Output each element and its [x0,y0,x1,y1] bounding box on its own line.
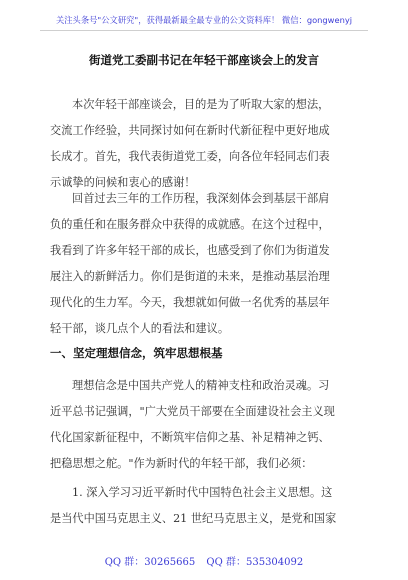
paragraph-line: 负的重任和在服务群众中获得的成就感。在这个过程中， [50,218,330,231]
footer-qq-group-2: QQ 群：535304092 [206,557,304,568]
paragraph-line: 长成才。首先，我代表街道党工委，向各位年轻同志们表 [50,150,330,163]
footer-qq-group-1: QQ 群：30265665 [104,557,196,568]
paragraph-line: 轻干部，谈几点个人的看法和建议。 [50,322,230,335]
paragraph-line: 交流工作经验，共同探讨如何在新时代新征程中更好地成 [50,124,330,137]
paragraph-line: 展注入的新鲜活力。你们是街道的未来，是推动基层治理 [50,270,330,283]
paragraph-line: 是当代中国马克思主义、21 世纪马克思主义，是党和国家 [50,512,337,525]
header-divider [40,30,368,31]
paragraph-line: 把稳思想之舵。"作为新时代的年轻干部，我们必须： [50,457,313,470]
paragraph-line: 近平总书记强调，"广大党员干部要在全面建设社会主义现 [50,405,335,418]
paragraph-line: 现代化的生力军。今天，我想就如何做一名优秀的基层年 [50,296,330,309]
paragraph-2 [50,186,370,342]
paragraph-4 [50,480,370,532]
paragraph-3 [50,373,370,477]
paragraph-1 [50,92,370,196]
paragraph-line: 我看到了许多年轻干部的成长，也感受到了你们为街道发 [50,244,330,257]
paragraph-line: 1. 深入学习习近平新时代中国特色社会主义思想。这 [72,486,333,499]
document-title: 街道党工委副书记在年轻干部座谈会上的发言 [89,53,319,67]
paragraph-line: 回首过去三年的工作历程，我深刻体会到基层干部肩 [72,192,330,205]
paragraph-line: 示诚挚的问候和衷心的感谢！ [50,176,196,189]
section-heading: 一、坚定理想信念，筑牢思想根基 [50,346,223,360]
paragraph-line: 理想信念是中国共产党人的精神支柱和政治灵魂。习 [72,379,330,392]
footer-contacts [0,553,408,568]
paragraph-line: 代化国家新征程中，不断筑牢信仰之基、补足精神之钙、 [50,431,330,444]
paragraph-line: 本次年轻干部座谈会，目的是为了听取大家的想法， [72,98,330,111]
header-notice: 关注头条号"公文研究"，获得最新最全最专业的公文资料库！ 微信：gongwenyj [55,15,353,25]
